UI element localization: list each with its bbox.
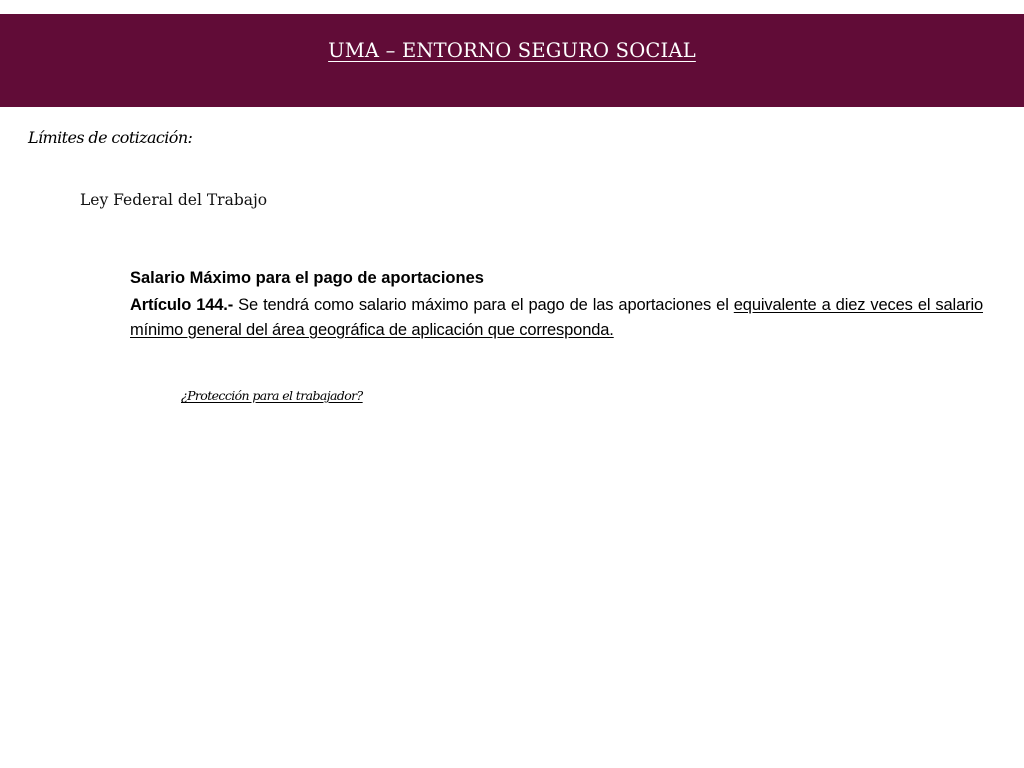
article-body: Se tendrá como salario máximo para el pago de las aportaciones el — [233, 296, 734, 314]
article-title: Salario Máximo para el pago de aportaciones — [130, 269, 484, 287]
section-heading: Límites de cotización: — [28, 128, 193, 147]
law-name: Ley Federal del Trabajo — [80, 191, 268, 209]
question-text: ¿Protección para el trabajador? — [181, 388, 363, 403]
article-text — [130, 293, 983, 343]
slide-title: UMA – ENTORNO SEGURO SOCIAL — [328, 39, 696, 62]
article-underlined-text: equivalente a diez veces el salario mínimo general del área geográfica de aplicación que corresponda. — [130, 296, 983, 339]
article-number: Artículo 144.- — [130, 296, 234, 314]
article-block — [130, 266, 983, 343]
